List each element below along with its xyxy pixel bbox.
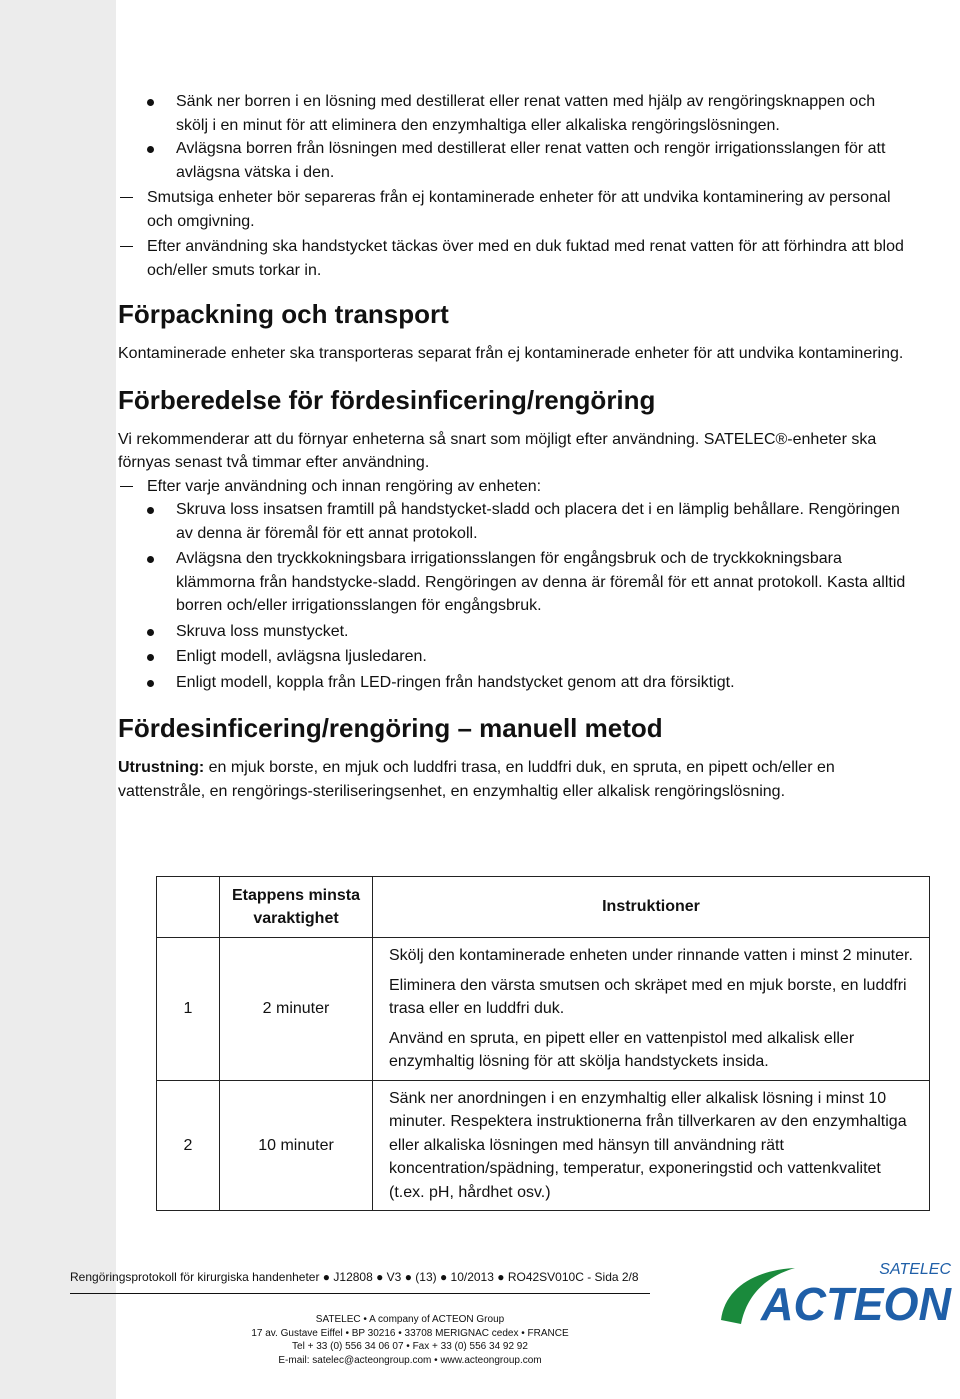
list-item-text: Avlägsna den tryckkokningsbara irrigationsslangen för engångsbruk och de tryckkokningsbara klämmorna från handstycke-sladd. Rengöringen av denna är föremål för ett annat protokoll. Kasta alltid borren och/eller irrigationsslangen för engångsbruk. — [176, 550, 906, 614]
equipment-label: Utrustning: — [118, 759, 205, 776]
address-line: Tel + 33 (0) 556 34 06 07 • Fax + 33 (0) 556 34 92 92 — [292, 1341, 528, 1352]
section-title: Förpackning och transport — [118, 299, 449, 329]
logo-satelec-text: SATELEC — [879, 1261, 951, 1278]
dash-item — [118, 235, 908, 282]
list-item-text: Sänk ner borren i en lösning med destillerat eller renat vatten med hjälp av rengöringsknappen och skölj i en minut för att eliminera den enzymhaltiga eller alkaliska rengöringslösningen. — [176, 93, 876, 134]
instruction-text: Använd en spruta, en pipett eller en vattenpistol med alkalisk eller enzymhaltig lösning för att skölja handstyckets insida. — [389, 1029, 855, 1070]
list-item-text: Avlägsna borren från lösningen med destillerat eller renat vatten och rengör irrigationsslangen för att avlägsna vätska i den. — [176, 140, 886, 181]
bullet-icon — [147, 507, 154, 514]
step-instructions — [373, 1080, 930, 1211]
bullet-icon — [147, 146, 154, 153]
dash-item — [118, 475, 908, 499]
list-item — [118, 645, 908, 669]
dash-icon — [120, 486, 133, 487]
step-duration: 10 minuter — [220, 1080, 373, 1211]
table-row — [157, 938, 930, 1081]
instruction-text: Skölj den kontaminerade enheten under rinnande vatten i minst 2 minuter. — [389, 947, 913, 964]
equipment-paragraph — [118, 756, 908, 803]
column-header-number — [157, 877, 220, 938]
dash-item-text: Efter användning ska handstycket täckas över med en duk fuktad med renat vatten för att förhindra att blod och/eller smuts torkar in. — [147, 238, 904, 279]
equipment-text: en mjuk borste, en mjuk och luddfri trasa, en luddfri duk, en spruta, en pipett och/eller en vattenstråle, en rengörings-steriliseringsenhet, en enzymhaltig eller alkalisk rengöringslösning. — [118, 759, 835, 800]
dash-icon — [120, 197, 133, 198]
instruction-text: Eliminera den värsta smutsen och skräpet med en mjuk borste, en luddfri trasa eller en luddfri duk. — [389, 976, 907, 1017]
instruction-text: Sänk ner anordningen i en enzymhaltig eller alkalisk lösning i minst 10 minuter. Respektera instruktionerna från tillverkaren av den enzymhaltiga eller alkaliska lösningen med hänsyn till användning rätt koncentration/spädning, temperatur, exponeringstid och vattenkvalitet (t.ex. pH, hårdhet osv.) — [389, 1089, 907, 1201]
document-reference: Rengöringsprotokoll för kirurgiska handenheter ● J12808 ● V3 ● (13) ● 10/2013 ● RO42SV010C - Sida 2/8 — [70, 1270, 639, 1284]
address-line: SATELEC • A company of ACTEON Group — [315, 1314, 505, 1325]
bullet-icon — [147, 556, 154, 563]
address-line: E-mail: satelec@acteongroup.com • www.acteongroup.com — [278, 1354, 542, 1366]
column-header-duration: Etappens minsta varaktighet — [220, 877, 373, 938]
list-item — [118, 671, 908, 695]
bullet-icon — [147, 99, 154, 106]
bullet-icon — [147, 654, 154, 661]
list-item — [118, 498, 908, 545]
list-item-text: Skruva loss munstycket. — [176, 622, 349, 640]
address-line: 17 av. Gustave Eiffel • BP 30216 • 33708 MERIGNAC cedex • FRANCE — [251, 1327, 569, 1339]
section-text: Kontaminerade enheter ska transporteras separat från ej kontaminerade enheter för att undvika kontaminering. — [118, 345, 904, 362]
document-body — [118, 90, 908, 803]
section-title: Fördesinficering/rengöring – manuell metod — [118, 713, 663, 743]
dash-item — [118, 186, 908, 233]
dash-icon — [120, 246, 133, 247]
step-duration: 2 minuter — [220, 938, 373, 1081]
page-margin-strip — [0, 0, 116, 1399]
bullet-icon — [147, 629, 154, 636]
acteon-logo — [715, 1258, 955, 1338]
list-item — [118, 547, 908, 618]
column-header-instructions: Instruktioner — [373, 877, 930, 938]
dash-item-text: Smutsiga enheter bör separeras från ej kontaminerade enheter för att undvika kontaminering av personal och omgivning. — [147, 189, 891, 230]
step-instructions — [373, 938, 930, 1081]
section-title: Förberedelse för fördesinficering/rengöring — [118, 384, 656, 415]
list-item-text: Enligt modell, avlägsna ljusledaren. — [176, 648, 427, 665]
company-address — [240, 1313, 580, 1367]
section-text: Vi rekommenderar att du förnyar enheterna så snart som möjligt efter användning. SATELEC®-enheter ska förnyas senast två timmar efter användning. — [118, 430, 877, 471]
list-item — [118, 620, 908, 644]
cleaning-steps-table — [156, 876, 930, 1211]
table-header-row — [157, 877, 930, 938]
list-item — [118, 137, 908, 184]
step-number: 2 — [157, 1080, 220, 1211]
list-item-text: Skruva loss insatsen framtill på handstycket-sladd och placera det i en lämplig behållare. Rengöringen av denna är föremål för ett annat protokoll. — [176, 501, 900, 542]
dash-item-text: Efter varje användning och innan rengöring av enheten: — [147, 477, 542, 495]
list-item-text: Enligt modell, koppla från LED-ringen från handstycket genom att dra försiktigt. — [176, 673, 735, 691]
logo-acteon-text: ACTEON — [760, 1278, 952, 1330]
bullet-icon — [147, 680, 154, 687]
table-row — [157, 1080, 930, 1211]
step-number: 1 — [157, 938, 220, 1081]
list-item — [118, 90, 908, 137]
footer-divider — [70, 1293, 650, 1294]
